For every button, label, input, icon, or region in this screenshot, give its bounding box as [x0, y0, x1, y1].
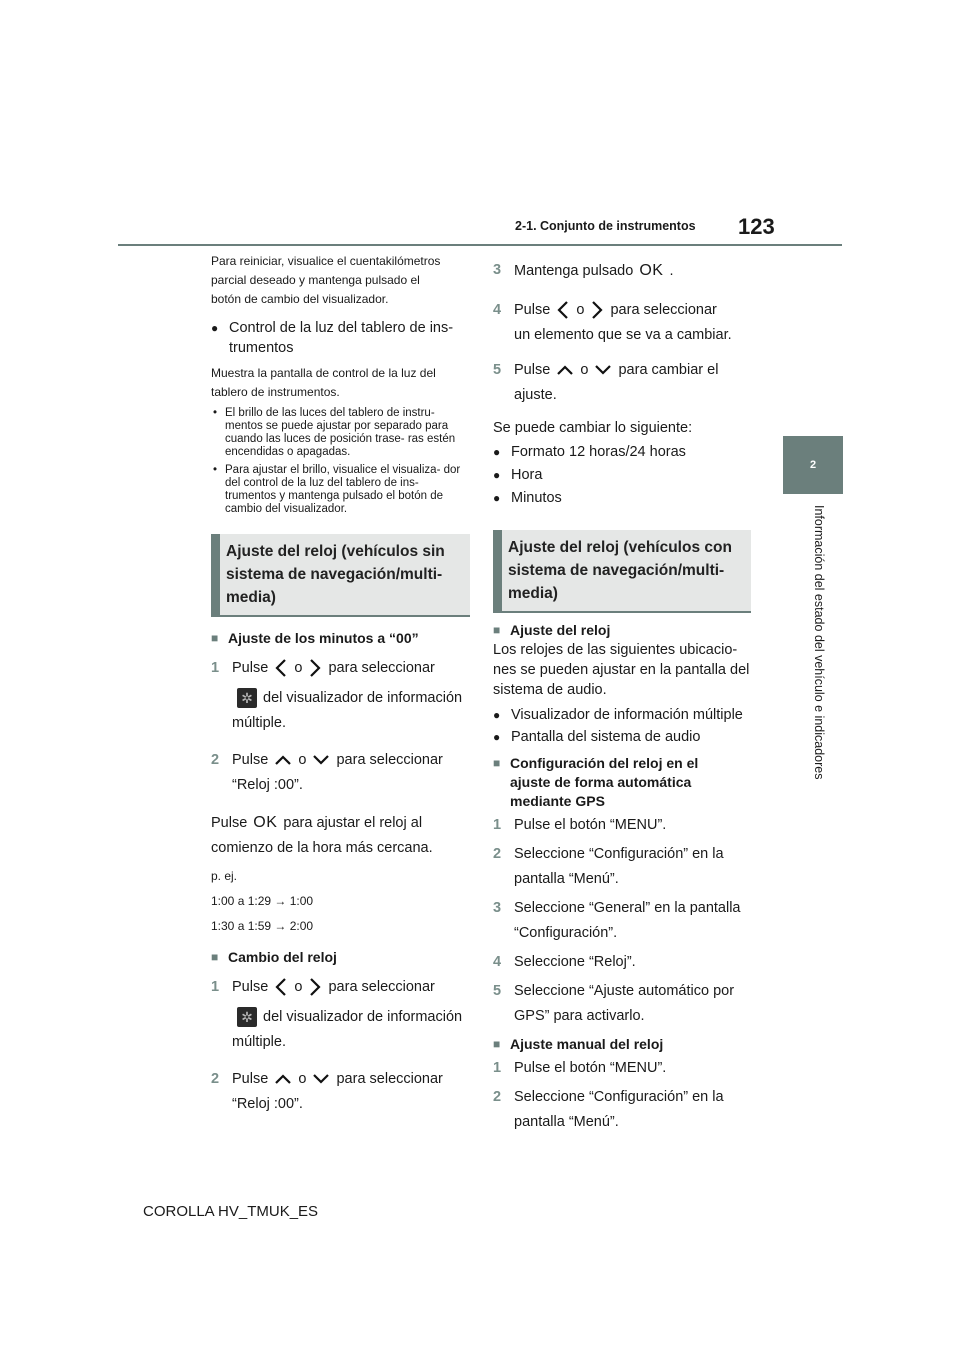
body-line: sistema de audio. [493, 682, 607, 698]
ok-icon: OK [639, 262, 664, 279]
step: 5 Seleccione “Ajuste automático por GPS” para activarlo. [493, 983, 735, 1024]
page-number: 123 [738, 214, 775, 239]
chevron-left-icon [556, 300, 570, 320]
step: 1 Pulse o para seleccionar [211, 656, 470, 681]
step: 4 Seleccione “Reloj”. [493, 954, 636, 970]
subheading: ■ Ajuste manual del reloj [493, 1035, 751, 1054]
note-item: • Para ajustar el brillo, visualice el visualiza- dor del control de la luz del tablero de ins- trumentos y mantenga pulsado el botón de cambio del visualizador. [211, 464, 470, 516]
step: 2 Seleccione “Configuración” en la pantalla “Menú”. [493, 846, 724, 887]
body-line: Pulse OK para ajustar el reloj al [211, 814, 423, 831]
step: 4 Pulse o para seleccionar [493, 298, 751, 323]
chevron-down-icon [594, 363, 612, 377]
chevron-left-icon [274, 658, 288, 678]
note-item: • El brillo de las luces del tablero de instru- mentos se puede ajustar por separado para cuando las luces de posición trase- ras estén encendidas o apagadas. [211, 407, 470, 459]
step-cont: “Reloj :00”. [232, 777, 303, 793]
step: 2 Pulse o para seleccionar [211, 1071, 443, 1087]
subheading: ■ Configuración del reloj en el ajuste de forma automática mediante GPS [493, 754, 751, 811]
step: 2 Pulse o para seleccionar [211, 752, 443, 768]
step: 3 Seleccione “General” en la pantalla “Configuración”. [493, 900, 741, 941]
step: 5 Pulse o para cambiar el [493, 362, 719, 378]
intro-line: Para reiniciar, visualice el cuentakilómetros [211, 254, 441, 268]
desc-line: tablero de instrumentos. [211, 385, 340, 399]
chevron-down-icon [312, 753, 330, 767]
step-cont: ajuste. [514, 387, 557, 403]
step-cont: “Reloj :00”. [232, 1096, 303, 1112]
step: 1 Pulse el botón “MENU”. [493, 1060, 667, 1076]
chapter-title: Información del estado del vehículo e indicadores [812, 505, 826, 780]
chevron-down-icon [312, 1072, 330, 1086]
gear-icon: ✲ [237, 688, 257, 708]
header-rule [118, 244, 842, 246]
list-item: ● Pantalla del sistema de audio [493, 726, 751, 748]
chevron-left-icon [274, 977, 288, 997]
step-cont: ✲ del visualizador de información [211, 686, 470, 711]
section-box: Ajuste del reloj (vehículos sin sistema de navegación/multi- media) [211, 534, 470, 617]
step-cont: ✲ del visualizador de información [211, 1005, 470, 1030]
body-line: nes se pueden ajustar en la pantalla del [493, 662, 750, 678]
gear-icon: ✲ [237, 1007, 257, 1027]
footer-model: COROLLA HV_TMUK_ES [143, 1203, 319, 1220]
example-line: 1:00 a 1:29 → 1:00 [211, 894, 314, 908]
right-column [493, 252, 751, 1135]
step: 1 Pulse el botón “MENU”. [493, 817, 667, 833]
step-cont: múltiple. [232, 1034, 286, 1050]
chevron-up-icon [274, 753, 292, 767]
left-column [211, 252, 470, 1117]
list-item: ● Formato 12 horas/24 horas [493, 441, 751, 464]
step: 2 Seleccione “Configuración” en la pantalla “Menú”. [493, 1089, 724, 1130]
subheading: ■ Ajuste del reloj [493, 621, 751, 640]
subheading: ■ Cambio del reloj [211, 948, 470, 967]
chevron-right-icon [308, 977, 322, 997]
desc-line: Muestra la pantalla de control de la luz del [211, 366, 436, 380]
step: 3 Mantenga pulsado OK . [493, 262, 674, 279]
section-box: Ajuste del reloj (vehículos con sistema de navegación/multi- media) [493, 530, 751, 613]
list-item: ● Minutos [493, 487, 751, 510]
body-line: Se puede cambiar lo siguiente: [493, 420, 693, 436]
step: 1 Pulse o para seleccionar [211, 975, 470, 1000]
intro-line: parcial deseado y mantenga pulsado el [211, 273, 420, 287]
chevron-up-icon [556, 363, 574, 377]
body-line: Los relojes de las siguientes ubicacio- [493, 642, 738, 658]
chevron-right-icon [308, 658, 322, 678]
ok-icon: OK [253, 814, 278, 831]
example-label: p. ej. [211, 869, 238, 883]
chapter-tab: 2 [783, 436, 843, 494]
section-title: 2-1. Conjunto de instrumentos [515, 219, 696, 233]
chevron-right-icon [590, 300, 604, 320]
step-cont: múltiple. [232, 715, 286, 731]
step-cont: un elemento que se va a cambiar. [514, 327, 732, 343]
intro-line: botón de cambio del visualizador. [211, 292, 389, 306]
bullet-heading: ● Control de la luz del tablero de ins- trumentos [211, 318, 470, 358]
list-item: ● Visualizador de información múltiple [493, 704, 751, 726]
chevron-up-icon [274, 1072, 292, 1086]
body-line: comienzo de la hora más cercana. [211, 840, 433, 856]
subheading: ■ Ajuste de los minutos a “00” [211, 629, 470, 648]
list-item: ● Hora [493, 464, 751, 487]
example-line: 1:30 a 1:59 → 2:00 [211, 919, 314, 933]
